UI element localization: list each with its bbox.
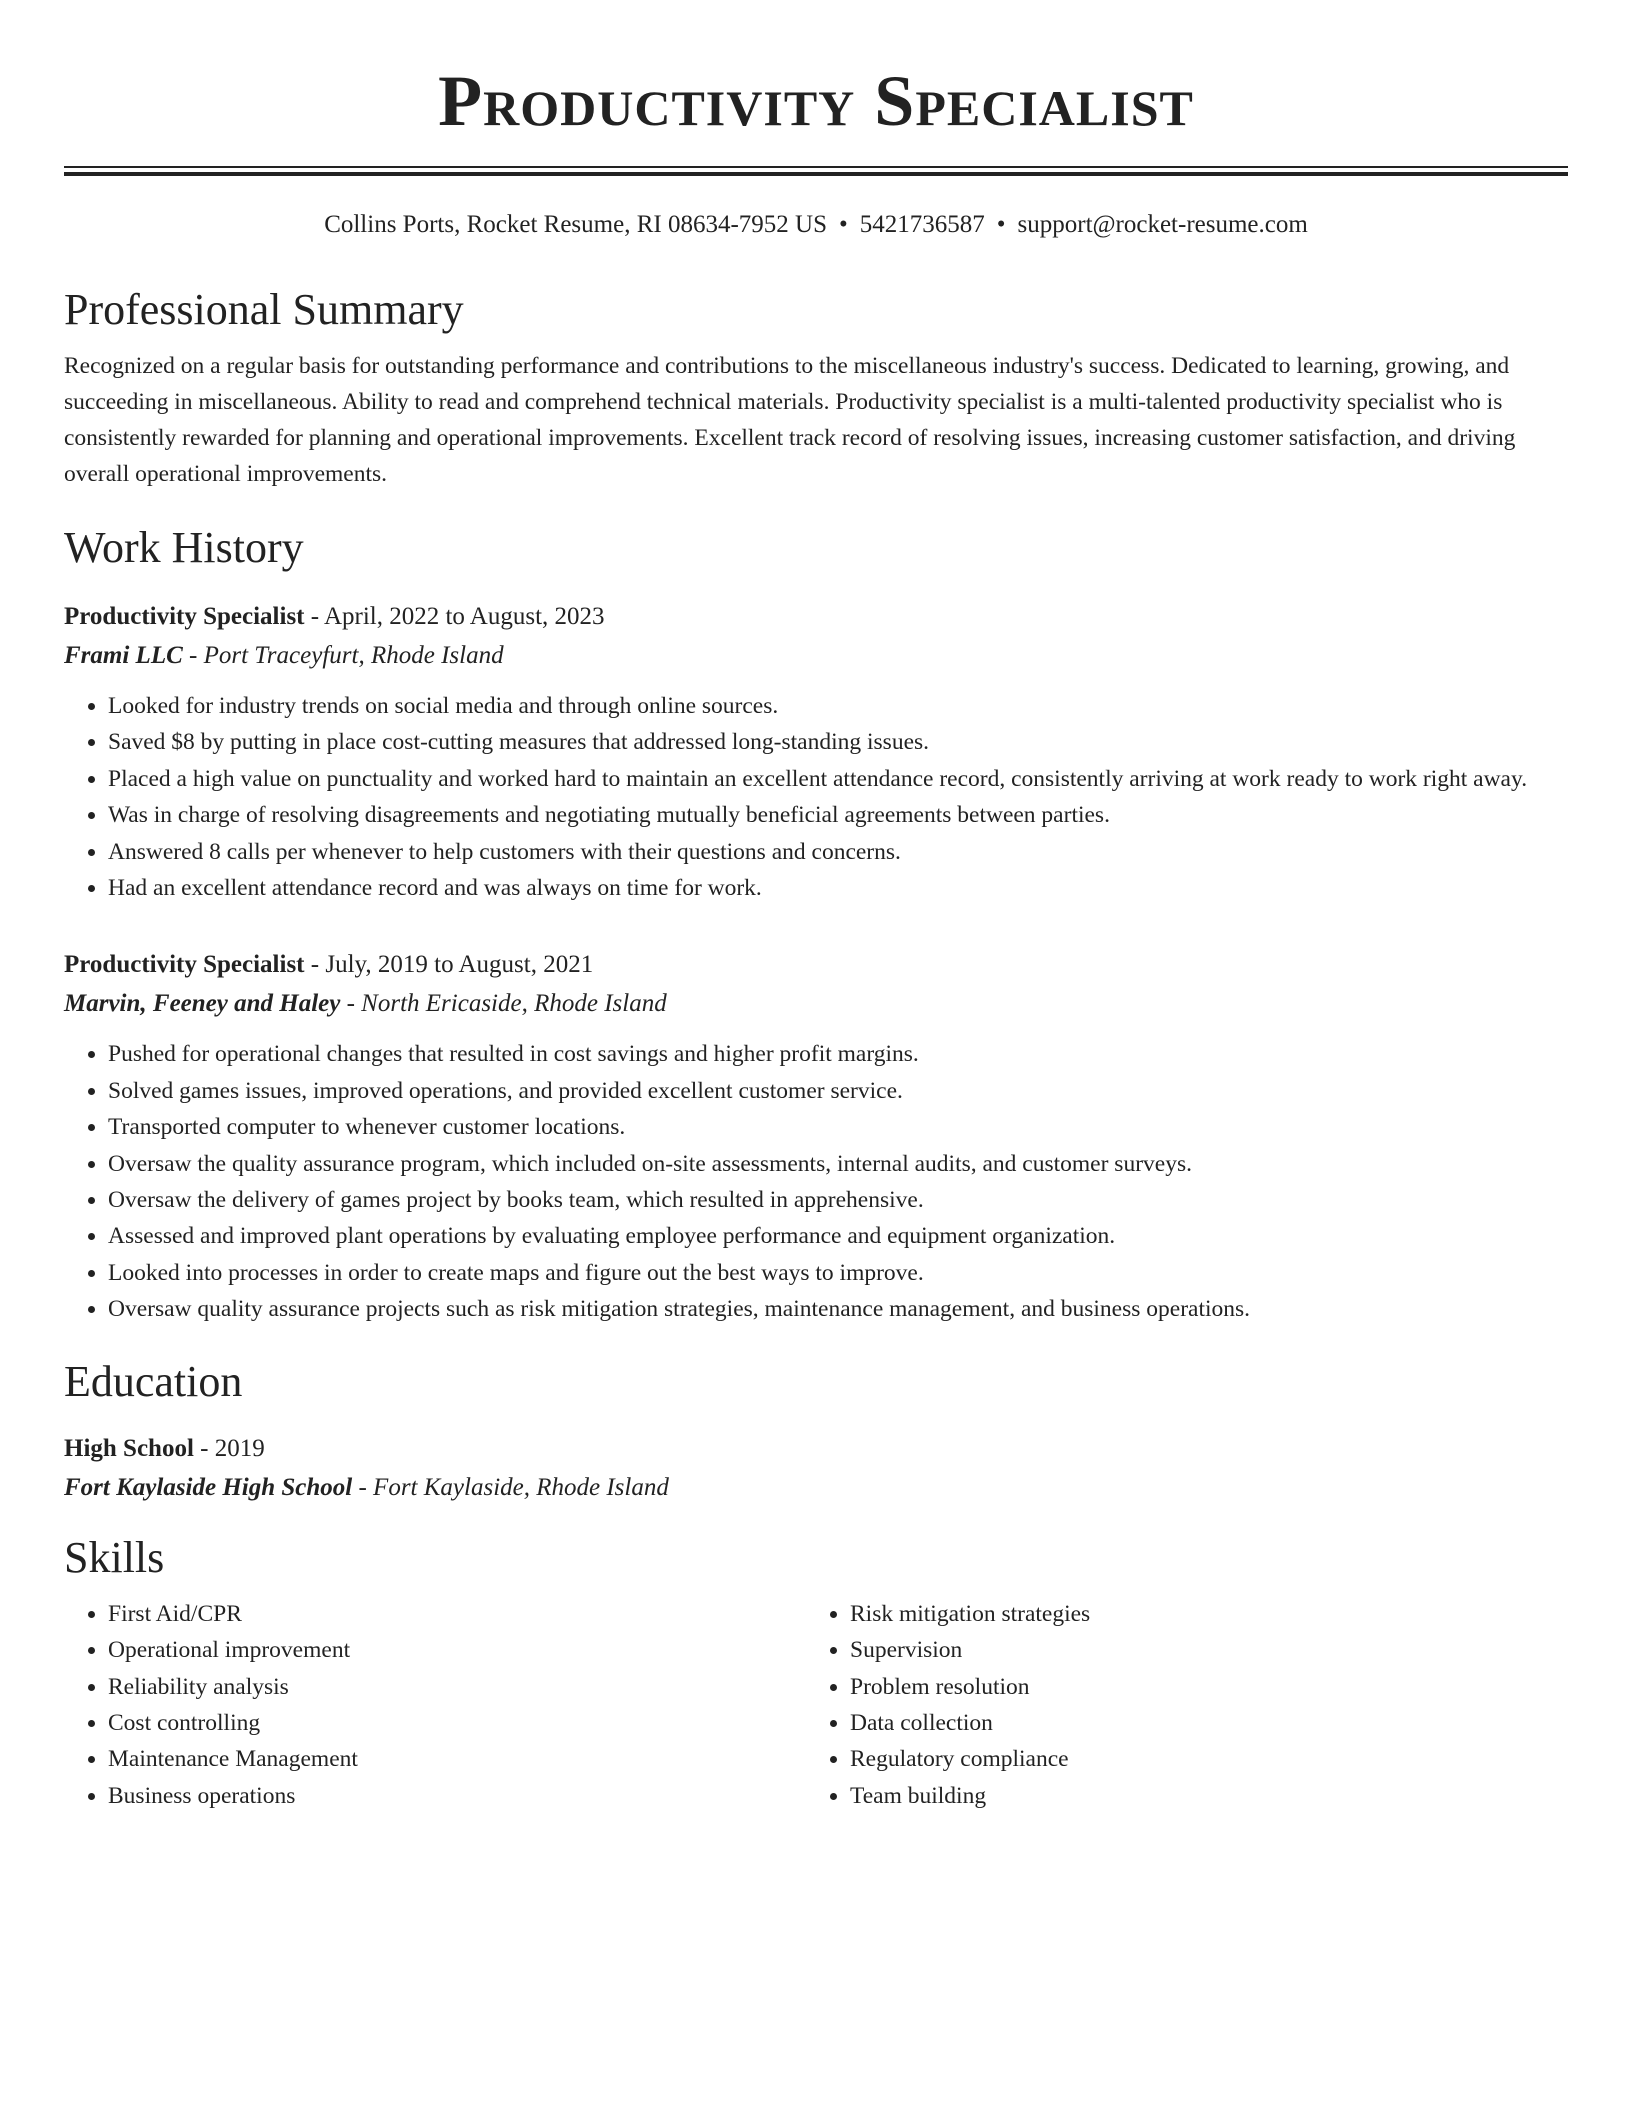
job-company: Frami LLC [64, 642, 183, 669]
list-item: • Had an excellent attendance record and was always on time for work. [108, 870, 1568, 906]
job-role-line [64, 946, 1568, 984]
skill-item: • Business operations [108, 1778, 806, 1814]
job-role-line [64, 598, 1568, 636]
job-bullets [64, 688, 1568, 906]
skill-item: • Data collection [850, 1705, 1548, 1741]
contact-address: Collins Ports, Rocket Resume, RI 08634-7952 US [324, 211, 827, 238]
section-heading-skills: Skills [64, 1532, 165, 1582]
job-bullets [64, 1036, 1568, 1327]
education-degree-line [64, 1430, 1568, 1468]
skill-item: • First Aid/CPR [108, 1596, 806, 1632]
list-item: • Looked for industry trends on social media and through online sources. [108, 688, 1568, 724]
list-item: • Transported computer to whenever customer locations. [108, 1109, 1568, 1145]
skill-item: • Problem resolution [850, 1669, 1548, 1705]
contact-separator: • [996, 211, 1006, 238]
education-year: - 2019 [193, 1434, 265, 1462]
skill-item: • Cost controlling [108, 1705, 806, 1741]
job-dates: - July, 2019 to August, 2021 [304, 951, 594, 979]
list-item: • Saved $8 by putting in place cost-cutting measures that addressed long-standing issues. [108, 724, 1568, 760]
section-heading-education: Education [64, 1356, 243, 1406]
list-item: • Was in charge of resolving disagreements and negotiating mutually beneficial agreements between parties. [108, 797, 1568, 833]
job-dates: - April, 2022 to August, 2023 [304, 603, 605, 630]
job-entry [64, 946, 1568, 1327]
skills-column-right [806, 1596, 1548, 1814]
job-company-line [64, 636, 1568, 676]
education-location: - Fort Kaylaside, Rhode Island [352, 1473, 669, 1501]
list-item: • Pushed for operational changes that resulted in cost savings and higher profit margins. [108, 1036, 1568, 1072]
job-location: - North Ericaside, Rhode Island [340, 990, 667, 1018]
skills-column-left [64, 1596, 806, 1814]
section-heading-summary: Professional Summary [64, 285, 464, 334]
list-item: • Placed a high value on punctuality and worked hard to maintain an excellent attendance record, consistently arriving at work ready to work right away. [108, 761, 1568, 797]
job-location: - Port Traceyfurt, Rhode Island [182, 642, 504, 669]
contact-email: support@rocket-resume.com [1017, 211, 1308, 238]
education-degree: High School [64, 1434, 194, 1462]
list-item: • Looked into processes in order to create maps and figure out the best ways to improve. [108, 1255, 1568, 1291]
job-entry [64, 598, 1568, 906]
job-title: Productivity Specialist [64, 951, 305, 979]
list-item: • Oversaw quality assurance projects such as risk mitigation strategies, maintenance management, and business operations. [108, 1291, 1568, 1327]
contact-separator: • [838, 211, 848, 238]
list-item: • Solved games issues, improved operations, and provided excellent customer service. [108, 1073, 1568, 1109]
skill-item: • Team building [850, 1778, 1548, 1814]
job-company: Marvin, Feeney and Haley [64, 990, 341, 1018]
section-heading-work-history: Work History [64, 523, 304, 572]
education-entry [64, 1430, 1568, 1508]
skill-item: • Reliability analysis [108, 1669, 806, 1705]
skills-list [64, 1596, 1568, 1814]
skill-item: • Maintenance Management [108, 1741, 806, 1777]
list-item: • Answered 8 calls per whenever to help customers with their questions and concerns. [108, 834, 1568, 870]
list-item: • Oversaw the delivery of games project by books team, which resulted in apprehensive. [108, 1182, 1568, 1218]
job-title: Productivity Specialist [64, 603, 305, 630]
education-school-line [64, 1468, 1568, 1508]
list-item: • Oversaw the quality assurance program, which included on-site assessments, internal audits, and customer surveys. [108, 1146, 1568, 1182]
candidate-name: Productivity Specialist [438, 61, 1194, 141]
list-item: • Assessed and improved plant operations by evaluating employee performance and equipment organization. [108, 1218, 1568, 1254]
skill-item: • Supervision [850, 1632, 1548, 1668]
skill-item: • Operational improvement [108, 1632, 806, 1668]
education-school: Fort Kaylaside High School [64, 1473, 353, 1501]
header-divider [64, 166, 1568, 176]
contact-phone: 5421736587 [859, 211, 985, 238]
contact-line [64, 210, 1568, 240]
skill-item: • Regulatory compliance [850, 1741, 1548, 1777]
skill-item: • Risk mitigation strategies [850, 1596, 1548, 1632]
job-company-line [64, 984, 1568, 1024]
summary-text: Recognized on a regular basis for outstanding performance and contributions to the miscellaneous industry's success. Dedicated to learning, growing, and succeeding in miscellaneous. Ability to read and comprehend technical materials. Productivity specialist is a multi-talented productivity specialist who is consistently rewarded for planning and operational improvements. Excellent track record of resolving issues, increasing customer satisfaction, and driving overall operational improvements. [64, 353, 1516, 487]
